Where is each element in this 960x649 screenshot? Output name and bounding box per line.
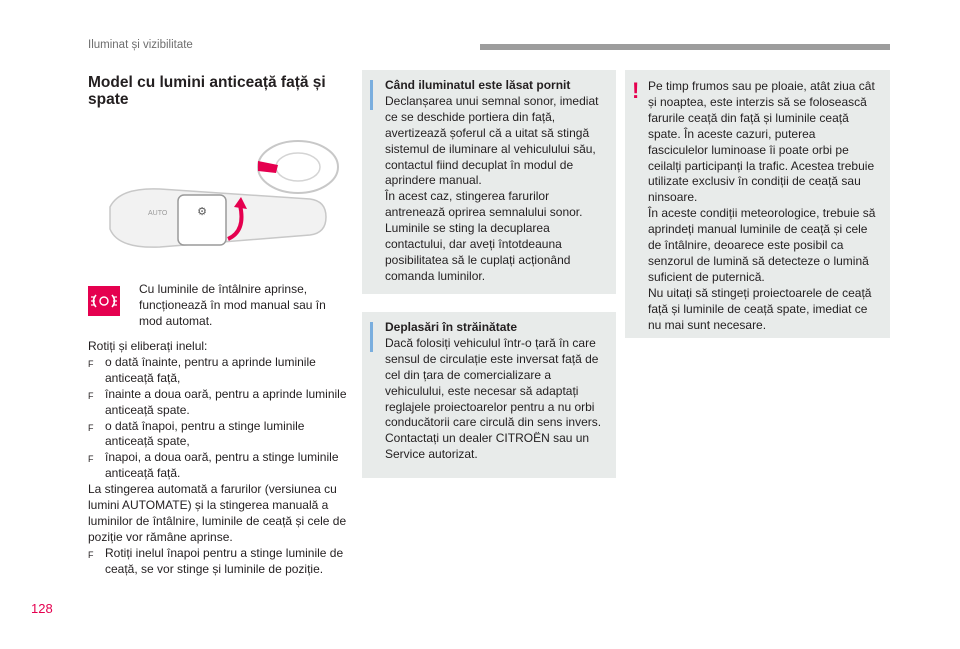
heading-block — [88, 74, 350, 108]
info-box-body — [385, 320, 602, 463]
heading-line-2: spate — [88, 91, 129, 108]
headlight-stalk-illustration — [100, 135, 342, 270]
info-icon — [370, 80, 373, 110]
bullet-mark: F — [88, 358, 94, 369]
warning-box — [625, 70, 890, 338]
list-item — [88, 355, 350, 387]
fog-light-icon — [88, 286, 120, 316]
instructions-intro: Rotiți și eliberați inelul: — [88, 339, 208, 353]
icon-description-text: Cu luminile de întâlnire aprinse, funcționează în mod manual sau în mod automat. — [139, 282, 326, 328]
bullet-text: o dată înainte, pentru a aprinde luminile anticeață față, — [105, 354, 316, 385]
header-bar — [480, 44, 890, 50]
info-box-travel-abroad — [362, 312, 616, 478]
svg-text:⚙: ⚙ — [197, 206, 207, 218]
warning-icon: ! — [632, 78, 640, 103]
bullet-text: înapoi, a doua oară, pentru a stinge luminile anticeață față. — [105, 450, 339, 481]
bullet-mark: F — [88, 549, 94, 560]
instructions-block — [88, 339, 350, 578]
bullet-text: o dată înapoi, pentru a stinge luminile anticeață spate, — [105, 418, 305, 449]
list-item — [88, 387, 350, 419]
info-box-title: Când iluminatul este lăsat pornit — [385, 78, 571, 92]
front-rear-fog-light-icon — [90, 292, 118, 310]
list-item — [88, 419, 350, 451]
stalk-drawing — [100, 135, 342, 270]
automatic-lighting-paragraph: La stingerea automată a farurilor (versiunea cu lumini AUTOMATE) și la stingerea manuală a luminilor de întâlnire, luminile de ceață și cele de poziție vor rămâne aprinse. — [88, 482, 347, 544]
list-item — [88, 546, 350, 578]
bullet-mark: F — [88, 390, 94, 401]
section-title: Iluminat și vizibilitate — [88, 39, 193, 51]
page-number: 128 — [31, 601, 53, 616]
bullet-text: Rotiți inelul înapoi pentru a stinge luminile de ceață, se vor stinge și luminile de poziție. — [105, 545, 344, 576]
info-box-text: Dacă folosiți vehiculul într-o țară în care sensul de circulație este inversat față de cel din țara de comercializare a vehiculului, este necesar să adaptați reglajele proiectoarelor pentru a nu orbi conducătorii care circulă din sens invers. Contactați un dealer CITROËN sau un Service autorizat. — [385, 335, 602, 462]
list-item — [88, 450, 350, 482]
info-box-text: Declanșarea unui semnal sonor, imediat ce se deschide portiera din față, avertizează șoferul că a uitat să stingă sistemul de iluminare al vehiculului său, contactul fiind decuplat în modul de aprindere manual. În acest caz, stingerea farurilor antrenează oprirea semnalului sonor. Luminile se sting la decuplarea contactului, dar aveți întotdeauna posibilitatea să le cuplați acționând comanda luminilor. — [385, 93, 599, 283]
warning-box-body — [648, 79, 876, 334]
info-box-body — [385, 78, 602, 285]
info-box-title: Deplasări în străinătate — [385, 320, 518, 334]
bullet-mark: F — [88, 454, 94, 465]
svg-text:AUTO: AUTO — [148, 210, 168, 217]
page-heading — [88, 74, 350, 108]
info-icon — [370, 322, 373, 352]
heading-line-1: Model cu lumini anticeață față și — [88, 74, 326, 91]
info-box-lights-left-on — [362, 70, 616, 294]
bullet-mark: F — [88, 422, 94, 433]
bullet-text: înainte a doua oară, pentru a aprinde luminile anticeață spate. — [105, 386, 347, 417]
warning-text: Pe timp frumos sau pe ploaie, atât ziua cât și noaptea, este interzis să se folosească farurile ceață din față și luminile ceață spate. În aceste cazuri, puterea fasciculelor luminoase îi poate orbi pe ceilalți participanți la trafic. Acestea trebuie utilizate exclusiv în condiții de ceață sau ninsoare. În aceste condiții meteorologice, trebuie să aprindeți manual luminile de ceață și cele de întâlnire, deoarece este posibil ca senzorul de lumină să detecteze o lumină suficient de puternică. Nu uitați să stingeți proiectoarele de ceață față și luminile de ceață spate, imediat ce nu mai sunt necesare. — [648, 79, 876, 332]
